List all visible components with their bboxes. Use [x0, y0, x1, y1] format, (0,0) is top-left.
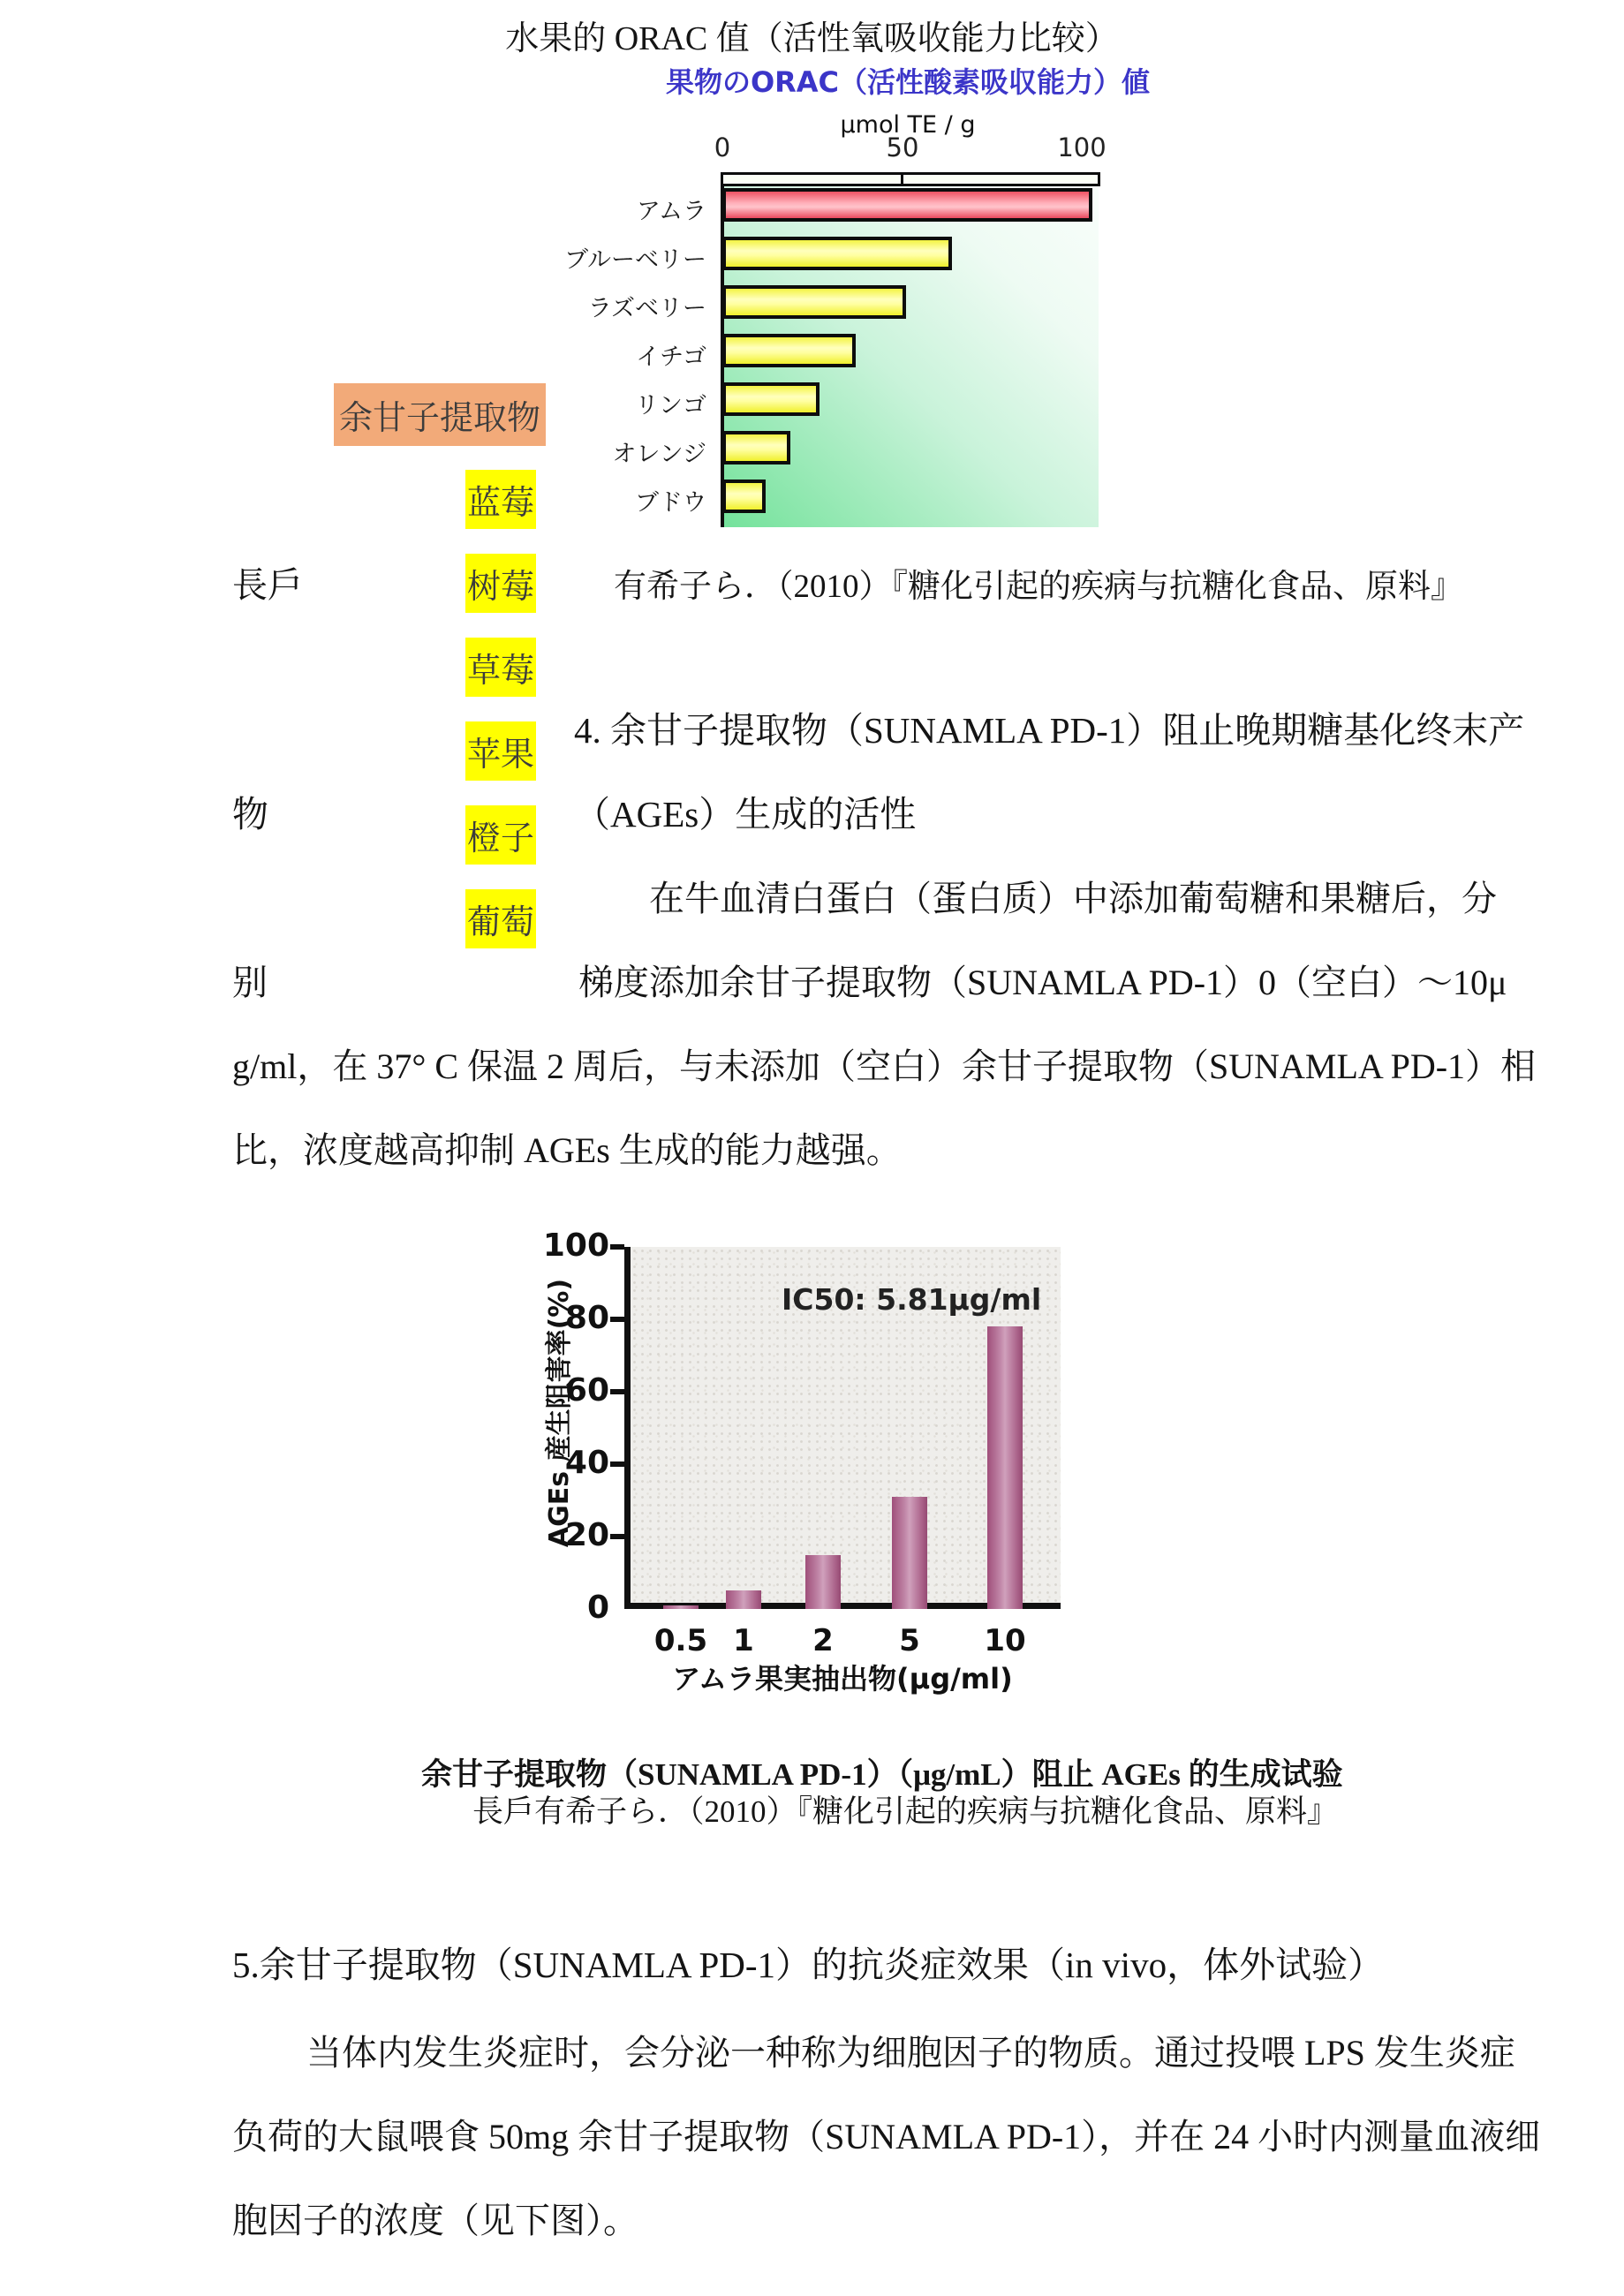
section4-body-line1: 在牛血清白蛋白（蛋白质）中添加葡萄糖和果糖后，分	[649, 879, 1497, 918]
section5-body-line1: 当体内发生炎症时，会分泌一种称为细胞因子的物质。通过投喂 LPS 发生炎症	[306, 2033, 1515, 2073]
highlight-label-fruit: 葡萄	[465, 889, 536, 948]
highlight-label-fruit: 蓝莓	[465, 470, 536, 529]
section4-body-line2: 梯度添加余甘子提取物（SUNAMLA PD-1）0（空白）～10μ	[578, 963, 1507, 1002]
ages-x-tick-label: 5	[899, 1623, 920, 1658]
orac-axis-strip	[721, 172, 1100, 186]
ages-y-tick-label: 20	[564, 1517, 609, 1553]
orac-axis-tick-50	[901, 173, 903, 186]
ages-x-axis-label: アムラ果実抽出物(μg/ml)	[672, 1662, 1013, 1696]
orac-bar-label: アムラ	[636, 198, 706, 225]
ages-y-tick-label: 100	[542, 1227, 609, 1264]
ages-y-tick-label: 0	[586, 1590, 609, 1626]
margin-name-nagato: 長戶	[232, 565, 303, 605]
ages-y-tick-label: 80	[564, 1300, 609, 1336]
highlight-label-fruit: 橙子	[465, 805, 536, 865]
section4-body-wrap-char: 别	[232, 963, 268, 1002]
orac-bar	[722, 382, 820, 416]
orac-x-tick-label: 0	[714, 132, 731, 162]
orac-bar	[722, 431, 790, 464]
ages-x-tick-label: 10	[984, 1623, 1026, 1658]
section4-body-line4: 比，浓度越高抑制 AGEs 生成的能力越强。	[232, 1130, 902, 1170]
figure-caption-line2: 長戶有希子ら．（2010）『糖化引起的疾病与抗糖化食品、原料』	[472, 1794, 1339, 1829]
section5-body-line2: 负荷的大鼠喂食 50mg 余甘子提取物（SUNAMLA PD-1），并在 24 小时内测量血液细	[232, 2117, 1541, 2156]
ages-y-tick-mark	[610, 1317, 624, 1322]
orac-bar-label: ブドウ	[635, 489, 706, 517]
orac-bar	[722, 237, 952, 270]
highlight-label-amla-extract: 余甘子提取物	[334, 383, 546, 446]
orac-bar	[722, 334, 856, 367]
section4-heading-wrap-char: 物	[232, 794, 268, 835]
orac-bar-label: オレンジ	[612, 441, 706, 468]
ages-bar	[987, 1326, 1023, 1609]
orac-bar-label: イチゴ	[636, 344, 706, 371]
section5-heading: 5.余甘子提取物（SUNAMLA PD-1）的抗炎症效果（in vivo，体外试验）	[232, 1945, 1385, 1985]
ages-x-tick-label: 2	[812, 1623, 834, 1658]
highlight-label-fruit: 草莓	[465, 638, 536, 697]
orac-bar-label: ラズベリー	[587, 295, 706, 322]
ages-bar	[726, 1590, 761, 1609]
section4-heading-line1: 4. 余甘子提取物（SUNAMLA PD-1）阻止晚期糖基化终末产	[574, 710, 1525, 751]
ages-y-tick-mark	[610, 1389, 624, 1394]
section5-body-line3: 胞因子的浓度（见下图）。	[232, 2201, 638, 2240]
orac-x-tick-label: 100	[1057, 132, 1107, 162]
section4-heading-line2: （AGEs）生成的活性	[574, 794, 917, 835]
ages-y-tick-mark	[610, 1244, 624, 1250]
ages-ic50-annotation: IC50: 5.81μg/ml	[782, 1282, 1042, 1317]
highlight-label-fruit: 苹果	[465, 721, 536, 781]
citation-line-top: 有希子ら．（2010）『糖化引起的疾病与抗糖化食品、原料』	[614, 569, 1463, 605]
orac-bar-label: リンゴ	[635, 392, 706, 419]
orac-bar-label: ブルーベリー	[564, 246, 706, 274]
orac-chart-unit-label: μmol TE / g	[840, 111, 976, 139]
ages-y-tick-label: 40	[564, 1445, 609, 1481]
ages-y-tick-mark	[610, 1461, 624, 1467]
ages-bar	[892, 1497, 927, 1609]
ages-bar	[663, 1605, 699, 1609]
ages-y-tick-label: 60	[564, 1372, 609, 1409]
highlight-label-fruit: 树莓	[465, 554, 536, 613]
section4-body-line3: g/ml，在 37° C 保温 2 周后，与未添加（空白）余甘子提取物（SUNAMLA PD-1）相	[232, 1046, 1537, 1086]
orac-chart-title: 果物のORAC（活性酸素吸収能力）値	[665, 65, 1151, 99]
orac-bar	[722, 188, 1092, 222]
orac-bar	[722, 480, 766, 513]
ages-y-axis-label: AGEs 産生阻害率(%)	[544, 1278, 575, 1548]
figure-caption-line1: 余甘子提取物（SUNAMLA PD-1）（μg/mL）阻止 AGEs 的生成试验	[421, 1757, 1343, 1792]
orac-x-tick-label: 50	[886, 132, 919, 162]
ages-bar	[805, 1555, 841, 1609]
orac-bar	[722, 285, 906, 319]
ages-x-tick-label: 0.5	[653, 1623, 708, 1658]
ages-x-tick-label: 1	[733, 1623, 754, 1658]
page-title: 水果的 ORAC 值（活性氧吸收能力比较）	[505, 20, 1119, 57]
ages-y-tick-mark	[610, 1534, 624, 1539]
